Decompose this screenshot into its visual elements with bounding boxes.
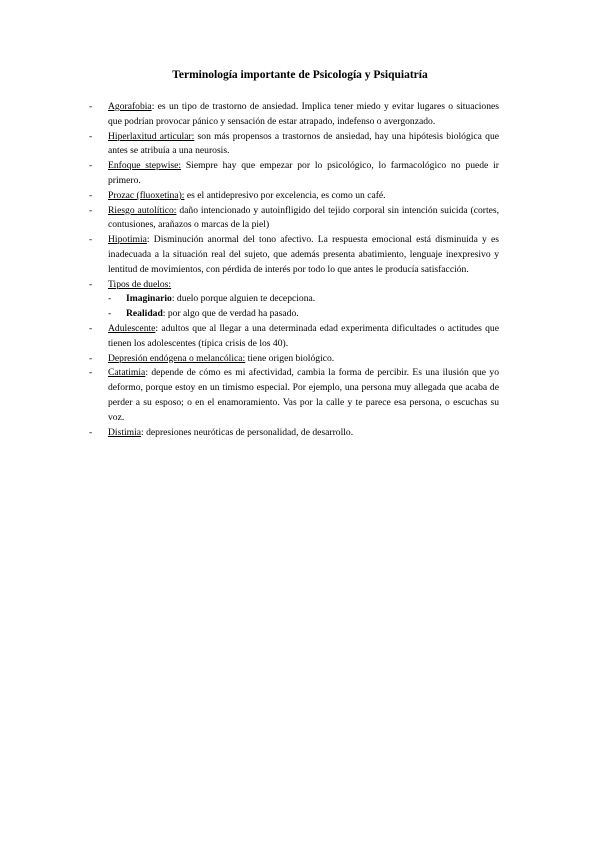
term: Tipos de duelos: xyxy=(108,278,172,290)
definition: depresiones neuróticas de personalidad, de desarrollo. xyxy=(143,426,354,438)
list-item xyxy=(89,204,499,234)
list-item xyxy=(89,100,499,130)
term-sep: : xyxy=(151,101,155,112)
term: Depresión endógena o melancólica: xyxy=(108,352,246,364)
term-sep: : xyxy=(141,426,144,438)
term: Prozac (fluoxetina): xyxy=(108,189,185,201)
bullet-dash: - xyxy=(89,189,93,201)
bullet-dash: - xyxy=(89,234,93,246)
bullet-dash: - xyxy=(89,130,93,142)
bullet-dash: - xyxy=(108,293,112,305)
bullet-dash: - xyxy=(89,322,93,334)
sub-definition: : duelo porque alguien te decepciona. xyxy=(171,293,316,305)
definition: depende de cómo es mi afectividad, cambia la forma de percibir. Es una ilusión que yo deformo, porque estoy en un timismo especial. Por ejemplo, una persona muy allegada que acaba de perder a su esposo; o en el enamoramiento. Vas por la calle y te parece esa persona, o escuchas su voz. xyxy=(108,367,499,423)
sub-definition: : por algo que de verdad ha pasado. xyxy=(162,308,299,320)
definition: daño intencionado y autoinfligido del tejido corporal sin intención suicida (cortes, contusiones, arañazos o marcas de la piel) xyxy=(108,204,499,231)
terminology-list xyxy=(89,100,499,440)
definition: Siempre hay que empezar por lo psicológico, lo farmacológico no puede ir primero. xyxy=(108,160,499,186)
bullet-dash: - xyxy=(89,352,93,364)
definition: Disminución anormal del tono afectivo. La respuesta emocional está disminuida y es inadecuada a la situación real del sujeto, que además presenta abatimiento, lenguaje inexpresivo y lentitud de movimientos, con pérdida de interés por todo lo que antes le producía satisfacción. xyxy=(108,234,499,275)
term-sep: : xyxy=(146,234,150,246)
bullet-dash: - xyxy=(108,308,112,320)
bullet-dash: - xyxy=(89,204,93,216)
list-item xyxy=(89,130,499,160)
list-item xyxy=(89,159,499,189)
list-item xyxy=(89,352,499,367)
definition: es un tipo de trastorno de ansiedad. Implica tener miedo y evitar lugares o situaciones que podrían provocar pánico y sensación de estar atrapado, indefenso o avergonzado. xyxy=(108,101,499,127)
sub-list-item xyxy=(89,292,499,307)
sub-term: Realidad xyxy=(126,308,163,320)
bullet-dash: - xyxy=(89,278,93,290)
term: Adulescente xyxy=(108,322,156,334)
list-item xyxy=(89,426,499,441)
term: Enfoque stepwise: xyxy=(108,160,182,172)
sub-term: Imaginario xyxy=(126,293,172,305)
list-item xyxy=(89,233,499,277)
list-item xyxy=(89,189,499,204)
document-title: Terminología importante de Psicología y Psiquiatría xyxy=(172,69,428,81)
definition: tiene origen biológico. xyxy=(245,352,335,364)
sub-list-item xyxy=(89,307,499,322)
list-item xyxy=(89,278,499,293)
bullet-dash: - xyxy=(89,160,93,172)
term: Riesgo autolítico: xyxy=(108,204,177,216)
list-item xyxy=(89,322,499,352)
bullet-dash: - xyxy=(89,426,93,438)
term: Agorafobia xyxy=(108,101,152,112)
definition: son más propensos a trastornos de ansiedad, hay una hipótesis biológica que antes se atribuía a una neurosis. xyxy=(108,130,499,157)
term: Hipotimia xyxy=(108,234,147,246)
definition: adultos que al llegar a una determinada edad experimenta dificultades o actitudes que tienen los adolescentes (típica crisis de los 40). xyxy=(108,322,499,349)
definition: es el antidepresivo por excelencia, es como un café. xyxy=(184,189,386,201)
term: Hiperlaxitud articular: xyxy=(108,130,195,142)
bullet-dash: - xyxy=(89,101,93,112)
term: Distimia xyxy=(108,426,142,438)
term-sep: : xyxy=(145,367,148,379)
list-item xyxy=(89,366,499,425)
bullet-dash: - xyxy=(89,367,93,379)
term: Catatimia xyxy=(108,367,146,379)
term-sep: : xyxy=(155,322,159,334)
